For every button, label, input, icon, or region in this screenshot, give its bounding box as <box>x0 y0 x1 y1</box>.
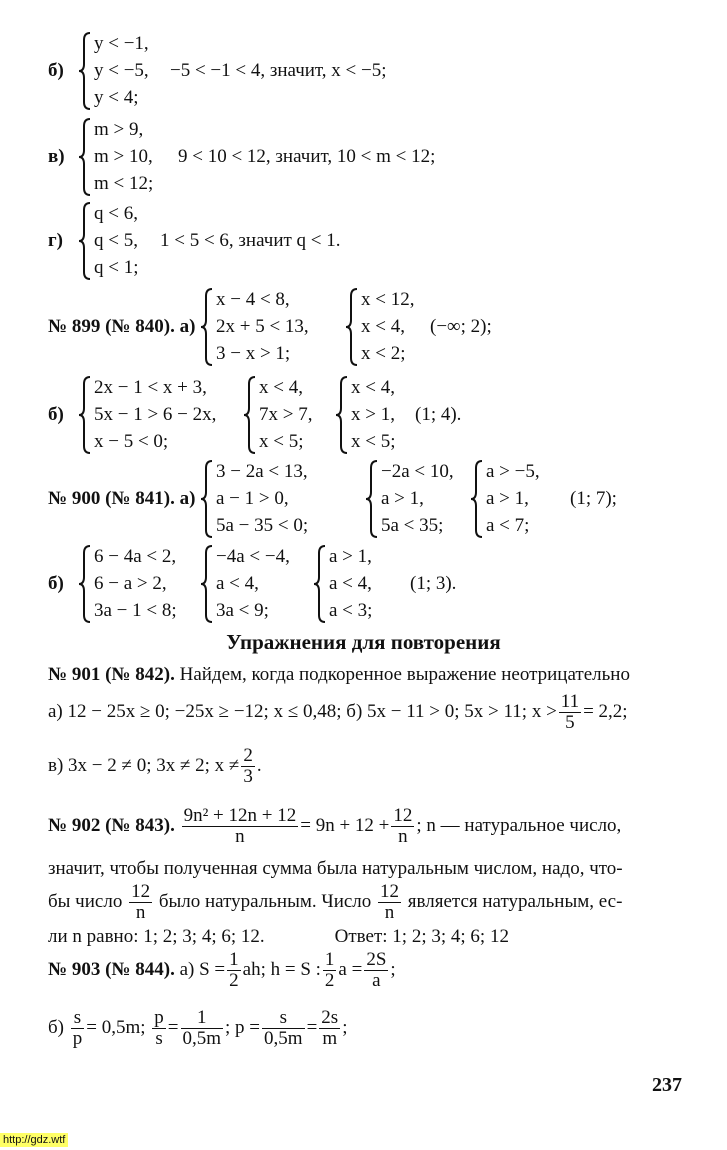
system-line: −2a < 10, <box>381 461 454 482</box>
numerator: 2s <box>321 1007 339 1028</box>
system-line: 2x − 1 < x + 3, <box>94 377 207 398</box>
fraction <box>241 746 255 787</box>
denominator: 0,5m <box>182 1028 222 1049</box>
brace-icon <box>78 202 92 280</box>
watermark: http://gdz.wtf <box>0 1133 68 1147</box>
line-text: было натуральным. Число <box>158 890 372 912</box>
solution-note: 1 < 5 < 6, значит q < 1. <box>160 230 341 251</box>
system-line: y < −1, <box>94 33 149 54</box>
line-text: = 0,5m; <box>86 1016 146 1038</box>
fraction <box>152 1008 166 1049</box>
answer-text: Ответ: 1; 2; 3; 4; 6; 12 <box>334 926 509 947</box>
line-text: а) S = <box>179 958 226 980</box>
system-line: 5x − 1 > 6 − 2x, <box>94 404 217 425</box>
line-text: является натуральным, ес- <box>407 890 623 912</box>
exercise-901-v <box>48 746 262 787</box>
brace-icon <box>78 118 92 196</box>
system-line: a < 4, <box>216 573 259 594</box>
denominator: 0,5m <box>264 1028 303 1049</box>
system-line: a < 3; <box>329 600 373 621</box>
line-text: ; n — натуральное число, <box>416 814 622 836</box>
exercise-label: № 900 (№ 841). а) <box>48 488 196 509</box>
line-text: бы число <box>48 890 123 912</box>
denominator: n <box>398 826 408 847</box>
system-line: m > 9, <box>94 119 144 140</box>
inequality-system <box>200 543 290 624</box>
line-text: а) 12 − 25x ≥ 0; −25x ≥ −12; x ≤ 0,48; б) 5x − 11 > 0; 5x > 11; x > <box>48 700 557 722</box>
system-line: a < 4, <box>329 573 372 594</box>
fraction <box>391 806 414 847</box>
solution-note: (1; 7); <box>570 488 617 509</box>
numerator: 2 <box>243 745 253 766</box>
system-line: 5a < 35; <box>381 515 444 536</box>
numerator: 11 <box>560 691 580 712</box>
system-line: x < 5; <box>259 431 304 452</box>
system-line: a < 7; <box>486 515 530 536</box>
system-line: x < 4, <box>259 377 303 398</box>
system-line: y < −5, <box>94 60 149 81</box>
inequality-system <box>345 286 414 367</box>
line-text: ли n равно: 1; 2; 3; 4; 6; 12. <box>48 926 265 947</box>
solution-note: 9 < 10 < 12, значит, 10 < m < 12; <box>178 146 436 167</box>
exercise-label: г) <box>48 230 63 251</box>
system-line: 6 − 4a < 2, <box>94 546 177 567</box>
brace-icon <box>313 545 327 623</box>
brace-icon <box>78 545 92 623</box>
inequality-system <box>200 458 308 539</box>
exercise-number: № 902 (№ 843). <box>48 814 175 836</box>
solution-note: (−∞; 2); <box>430 316 492 337</box>
numerator: 2S <box>366 949 387 970</box>
system-line: a > −5, <box>486 461 540 482</box>
system-line: y < 4; <box>94 87 139 108</box>
system-line: 3 − 2a < 13, <box>216 461 308 482</box>
brace-icon <box>243 376 257 454</box>
denominator: p <box>72 1028 83 1049</box>
brace-icon <box>345 288 359 366</box>
system-line: 5a − 35 < 0; <box>216 515 309 536</box>
line-text: ; <box>342 1016 348 1038</box>
inequality-system <box>78 374 216 455</box>
numerator: 1 <box>324 949 335 970</box>
line-text: ; <box>390 958 396 980</box>
denominator: n <box>384 902 395 923</box>
denominator: s <box>155 1028 163 1049</box>
exercise-902-line4 <box>48 926 509 948</box>
exercise-text: Найдем, когда подкоренное выражение неотрицательно <box>179 664 630 685</box>
exercise-label: б) <box>48 404 64 425</box>
page-number: 237 <box>652 1074 682 1096</box>
system-line: x < 4, <box>351 377 395 398</box>
numerator: 12 <box>131 881 151 902</box>
line-text: в) 3x − 2 ≠ 0; 3x ≠ 2; x ≠ <box>48 754 240 776</box>
denominator: a <box>372 970 381 991</box>
system-line: x − 4 < 8, <box>216 289 290 310</box>
exercise-number: № 901 (№ 842). <box>48 664 175 685</box>
system-line: q < 1; <box>94 257 139 278</box>
system-line: x < 5; <box>351 431 396 452</box>
inequality-system <box>78 543 177 624</box>
inequality-system <box>470 458 540 539</box>
exercise-902-line1 <box>48 806 621 847</box>
inequality-system <box>200 286 309 367</box>
inequality-system <box>243 374 312 455</box>
numerator: 9n² + 12n + 12 <box>183 805 297 826</box>
exercise-label: в) <box>48 146 65 167</box>
line-text: = 2,2; <box>583 700 628 722</box>
inequality-system <box>365 458 454 539</box>
exercise-903-b <box>48 1008 347 1049</box>
denominator: 2 <box>324 970 335 991</box>
line-text: ah; h = S : <box>242 958 321 980</box>
inequality-system <box>313 543 372 624</box>
system-line: q < 5, <box>94 230 138 251</box>
denominator: 3 <box>243 766 253 787</box>
system-line: x < 4, <box>361 316 405 337</box>
exercise-902-line3 <box>48 882 622 923</box>
fraction <box>227 950 241 991</box>
system-line: x > 1, <box>351 404 395 425</box>
denominator: n <box>135 902 146 923</box>
system-line: 2x + 5 < 13, <box>216 316 309 337</box>
denominator: n <box>235 826 245 847</box>
system-line: 6 − a > 2, <box>94 573 167 594</box>
fraction <box>129 882 152 923</box>
solution-note: (1; 3). <box>410 573 457 594</box>
line-text: б) <box>48 1016 64 1038</box>
exercise-label: б) <box>48 573 64 594</box>
brace-icon <box>200 288 214 366</box>
brace-icon <box>78 32 92 110</box>
fraction <box>319 1008 340 1049</box>
fraction <box>181 1008 224 1049</box>
fraction <box>323 950 337 991</box>
numerator: 12 <box>380 881 400 902</box>
brace-icon <box>78 376 92 454</box>
denominator: m <box>322 1028 338 1049</box>
system-line: x < 2; <box>361 343 406 364</box>
line-text: . <box>256 754 262 776</box>
numerator: p <box>154 1007 164 1028</box>
system-line: x < 12, <box>361 289 415 310</box>
numerator: 1 <box>181 1008 224 1029</box>
system-line: m < 12; <box>94 173 154 194</box>
exercise-903-a <box>48 950 396 991</box>
line-text: = <box>167 1016 179 1038</box>
inequality-system <box>78 116 153 197</box>
denominator: 5 <box>565 712 575 733</box>
numerator: s <box>71 1008 85 1029</box>
numerator: s <box>262 1008 305 1029</box>
inequality-system <box>78 200 139 281</box>
exercise-902-line2: значит, чтобы полученная сумма была натуральным числом, надо, что- <box>48 858 623 879</box>
numerator: 12 <box>393 805 413 826</box>
fraction <box>182 806 299 847</box>
solution-note: (1; 4). <box>415 404 462 425</box>
exercise-label: б) <box>48 60 64 81</box>
denominator: 2 <box>229 970 239 991</box>
system-line: 3a − 1 < 8; <box>94 600 177 621</box>
line-text: = <box>306 1016 318 1038</box>
section-heading: Упражнения для повторения <box>226 630 501 654</box>
brace-icon <box>470 460 484 538</box>
solution-note: −5 < −1 < 4, значит, x < −5; <box>170 60 387 81</box>
system-line: 3 − x > 1; <box>216 343 291 364</box>
system-line: q < 6, <box>94 203 138 224</box>
system-line: 3a < 9; <box>216 600 269 621</box>
system-line: −4a < −4, <box>216 546 290 567</box>
exercise-901-a <box>48 692 628 733</box>
system-line: m > 10, <box>94 146 153 167</box>
inequality-system <box>78 30 149 111</box>
system-line: a > 1, <box>381 488 424 509</box>
system-line: a > 1, <box>329 546 372 567</box>
brace-icon <box>200 460 214 538</box>
exercise-label: № 899 (№ 840). а) <box>48 316 196 337</box>
line-text: = 9n + 12 + <box>300 814 390 836</box>
fraction <box>71 1008 85 1049</box>
system-line: a − 1 > 0, <box>216 488 289 509</box>
fraction <box>559 692 581 733</box>
inequality-system <box>335 374 396 455</box>
system-line: a > 1, <box>486 488 529 509</box>
system-line: x − 5 < 0; <box>94 431 169 452</box>
exercise-number: № 903 (№ 844). <box>48 958 175 980</box>
numerator: 1 <box>229 949 239 970</box>
line-text: ; p = <box>225 1016 261 1038</box>
exercise-901-title <box>48 664 630 686</box>
line-text: a = <box>338 958 363 980</box>
brace-icon <box>200 545 214 623</box>
brace-icon <box>365 460 379 538</box>
fraction <box>364 950 388 991</box>
brace-icon <box>335 376 349 454</box>
fraction <box>378 882 401 923</box>
fraction <box>262 1008 305 1049</box>
system-line: 7x > 7, <box>259 404 313 425</box>
